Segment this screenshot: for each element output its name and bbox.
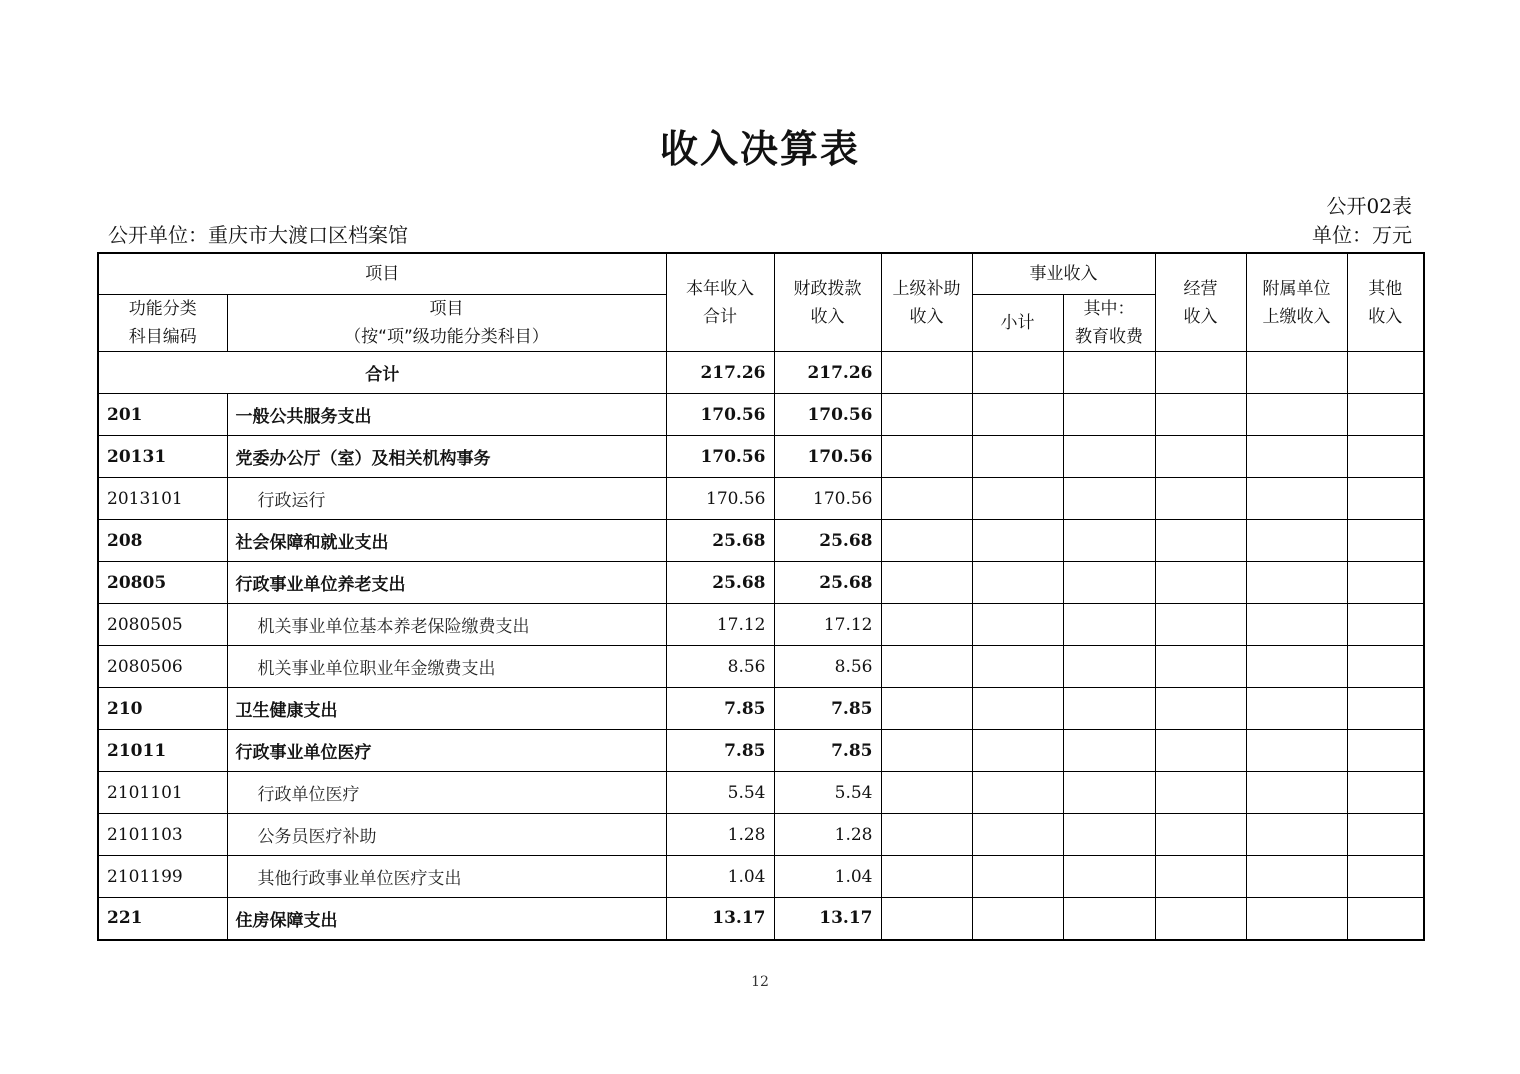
row-total-income: 1.04 [666,856,774,898]
empty-cell [1063,772,1155,814]
row-fiscal-income: 13.17 [774,898,881,940]
row-code: 208 [98,520,227,562]
empty-cell [1246,814,1347,856]
row-name: 行政运行 [227,478,666,520]
row-total-income: 7.85 [666,688,774,730]
empty-cell [1246,562,1347,604]
empty-cell [1063,898,1155,940]
empty-cell [881,688,972,730]
row-fiscal-income: 1.28 [774,814,881,856]
row-code: 2101103 [98,814,227,856]
header-project-group: 项目 [98,253,666,295]
empty-cell [972,814,1063,856]
empty-cell [1347,562,1424,604]
empty-cell [1246,604,1347,646]
table-row [98,688,1424,730]
table-row [98,730,1424,772]
empty-cell [881,436,972,478]
empty-cell [1063,520,1155,562]
row-code: 20131 [98,436,227,478]
row-name: 行政事业单位医疗 [227,730,666,772]
empty-cell [1155,520,1246,562]
empty-cell [1246,898,1347,940]
empty-cell [1063,688,1155,730]
header-affiliated-income: 附属单位 上缴收入 [1246,253,1347,352]
empty-cell [1246,688,1347,730]
total-row [98,352,1424,394]
empty-cell [1063,604,1155,646]
empty-cell [1155,814,1246,856]
row-fiscal-income: 7.85 [774,730,881,772]
row-name: 行政单位医疗 [227,772,666,814]
total-income-value: 217.26 [666,352,774,394]
empty-cell [1155,898,1246,940]
row-code: 2080505 [98,604,227,646]
row-total-income: 1.28 [666,814,774,856]
table-row [98,604,1424,646]
empty-cell [1063,436,1155,478]
header-total-income: 本年收入 合计 [666,253,774,352]
empty-cell [1246,856,1347,898]
table-row [98,772,1424,814]
empty-cell [1155,772,1246,814]
row-code: 2080506 [98,646,227,688]
row-fiscal-income: 170.56 [774,394,881,436]
empty-cell [972,898,1063,940]
income-table [97,252,1425,941]
empty-cell [881,562,972,604]
row-total-income: 25.68 [666,562,774,604]
empty-cell [1063,394,1155,436]
empty-cell [1347,436,1424,478]
row-name: 机关事业单位基本养老保险缴费支出 [227,604,666,646]
header-fiscal-income: 财政拨款 收入 [774,253,881,352]
empty-cell [1347,394,1424,436]
empty-cell [972,562,1063,604]
empty-cell [1246,352,1347,394]
empty-cell [1155,436,1246,478]
row-fiscal-income: 1.04 [774,856,881,898]
empty-cell [881,898,972,940]
empty-cell [1155,352,1246,394]
row-code: 201 [98,394,227,436]
empty-cell [1347,772,1424,814]
row-fiscal-income: 17.12 [774,604,881,646]
empty-cell [1063,814,1155,856]
table-number: 公开02表 [1326,194,1412,218]
empty-cell [881,394,972,436]
empty-cell [1155,394,1246,436]
row-total-income: 5.54 [666,772,774,814]
empty-cell [1063,856,1155,898]
table-row [98,520,1424,562]
row-code: 21011 [98,730,227,772]
row-code: 2101101 [98,772,227,814]
row-name: 住房保障支出 [227,898,666,940]
header-superior-subsidy: 上级补助 收入 [881,253,972,352]
empty-cell [881,520,972,562]
empty-cell [1063,478,1155,520]
empty-cell [1155,604,1246,646]
header-subtotal: 小计 [972,295,1063,352]
empty-cell [1347,646,1424,688]
empty-cell [1155,478,1246,520]
row-total-income: 8.56 [666,646,774,688]
empty-cell [1246,478,1347,520]
empty-cell [881,604,972,646]
row-total-income: 7.85 [666,730,774,772]
empty-cell [881,856,972,898]
row-name: 公务员医疗补助 [227,814,666,856]
header-other-income: 其他 收入 [1347,253,1424,352]
empty-cell [1155,646,1246,688]
row-fiscal-income: 7.85 [774,688,881,730]
row-name: 党委办公厅（室）及相关机构事务 [227,436,666,478]
empty-cell [972,688,1063,730]
empty-cell [1347,520,1424,562]
empty-cell [881,646,972,688]
empty-cell [1246,730,1347,772]
empty-cell [881,478,972,520]
empty-cell [972,856,1063,898]
row-fiscal-income: 25.68 [774,562,881,604]
empty-cell [1063,562,1155,604]
header-item: 项目 （按“项”级功能分类科目） [227,295,666,352]
empty-cell [1246,646,1347,688]
empty-cell [972,520,1063,562]
empty-cell [972,646,1063,688]
row-name: 一般公共服务支出 [227,394,666,436]
empty-cell [1246,772,1347,814]
empty-cell [1246,436,1347,478]
row-name: 行政事业单位养老支出 [227,562,666,604]
table-row [98,478,1424,520]
empty-cell [1246,520,1347,562]
empty-cell [1347,478,1424,520]
empty-cell [881,730,972,772]
empty-cell [1155,688,1246,730]
row-fiscal-income: 25.68 [774,520,881,562]
empty-cell [972,772,1063,814]
row-fiscal-income: 170.56 [774,436,881,478]
row-code: 2101199 [98,856,227,898]
empty-cell [972,436,1063,478]
empty-cell [1347,688,1424,730]
row-fiscal-income: 170.56 [774,478,881,520]
page-title: 收入决算表 [659,127,860,171]
table-row [98,814,1424,856]
empty-cell [972,604,1063,646]
header-operating-income: 经营 收入 [1155,253,1246,352]
row-total-income: 170.56 [666,478,774,520]
table-row [98,856,1424,898]
row-name: 其他行政事业单位医疗支出 [227,856,666,898]
empty-cell [1063,730,1155,772]
empty-cell [1347,898,1424,940]
table-row [98,562,1424,604]
total-label: 合计 [98,352,666,394]
empty-cell [1347,604,1424,646]
row-fiscal-income: 8.56 [774,646,881,688]
row-name: 机关事业单位职业年金缴费支出 [227,646,666,688]
empty-cell [881,772,972,814]
header-business-income: 事业收入 [972,253,1155,295]
row-total-income: 25.68 [666,520,774,562]
empty-cell [1347,856,1424,898]
row-name: 卫生健康支出 [227,688,666,730]
row-code: 2013101 [98,478,227,520]
row-total-income: 170.56 [666,394,774,436]
row-total-income: 13.17 [666,898,774,940]
empty-cell [972,730,1063,772]
total-fiscal-value: 217.26 [774,352,881,394]
empty-cell [1155,856,1246,898]
header-function-code: 功能分类 科目编码 [98,295,227,352]
page-number: 12 [751,974,769,990]
table-row [98,646,1424,688]
row-code: 210 [98,688,227,730]
empty-cell [1063,646,1155,688]
currency-unit: 单位：万元 [1312,223,1412,247]
empty-cell [972,394,1063,436]
empty-cell [972,478,1063,520]
empty-cell [972,352,1063,394]
reporting-unit: 公开单位：重庆市大渡口区档案馆 [108,223,408,247]
empty-cell [1155,730,1246,772]
empty-cell [881,814,972,856]
empty-cell [1246,394,1347,436]
row-total-income: 17.12 [666,604,774,646]
row-code: 221 [98,898,227,940]
header-education-fee: 其中： 教育收费 [1063,295,1155,352]
empty-cell [881,352,972,394]
row-fiscal-income: 5.54 [774,772,881,814]
table-row [98,898,1424,940]
empty-cell [1347,730,1424,772]
empty-cell [1063,352,1155,394]
empty-cell [1155,562,1246,604]
row-name: 社会保障和就业支出 [227,520,666,562]
empty-cell [1347,352,1424,394]
empty-cell [1347,814,1424,856]
table-row [98,436,1424,478]
table-row [98,394,1424,436]
row-total-income: 170.56 [666,436,774,478]
row-code: 20805 [98,562,227,604]
